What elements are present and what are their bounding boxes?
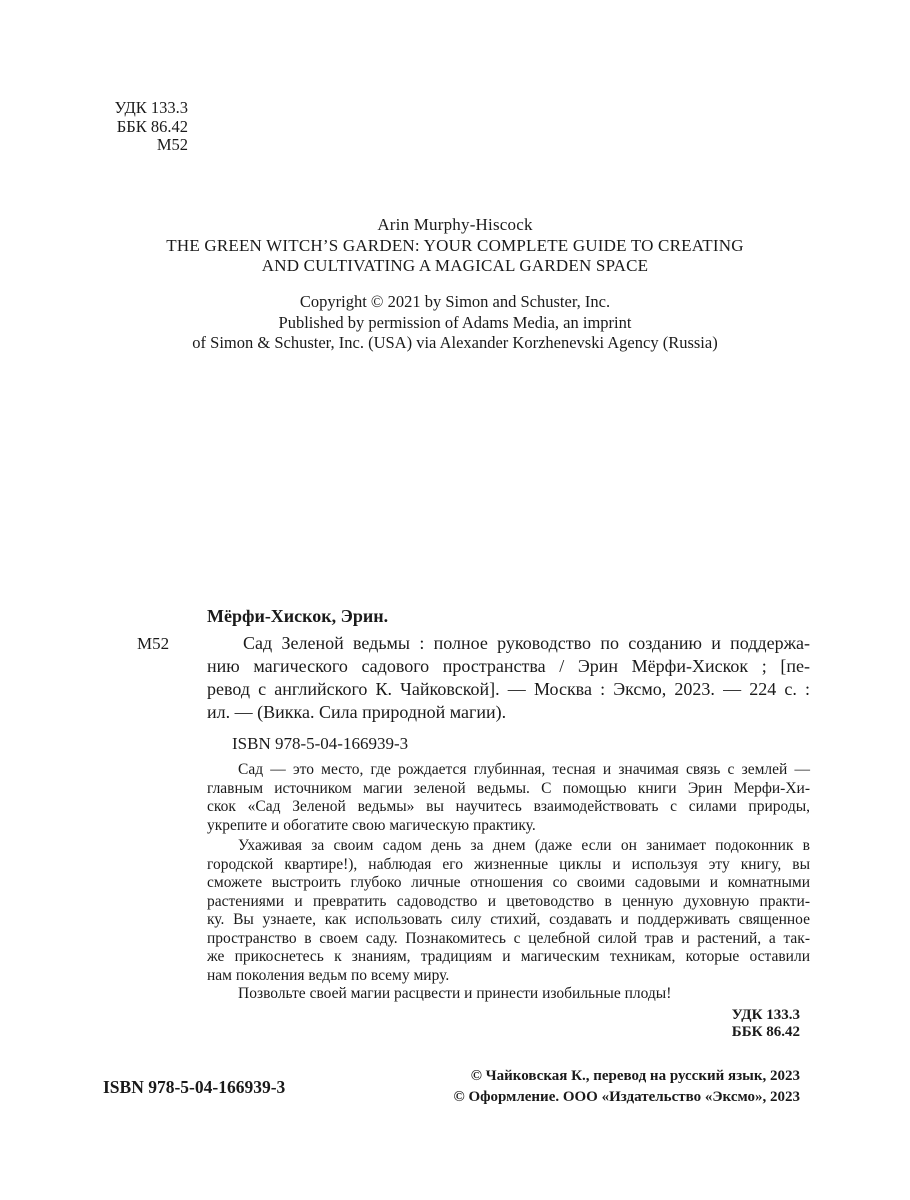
original-edition-block-line: AND CULTIVATING A MAGICAL GARDEN SPACE xyxy=(261,256,649,275)
annotation-paragraph-2-line: же прикоснетесь к знаниям, традициям и магическим техникам, которые оставили xyxy=(207,948,810,965)
top-codes-block xyxy=(98,99,188,155)
bbk-code: ББК 86.42 xyxy=(116,116,188,136)
copyright-credits-block-line: © Чайковская К., перевод на русский язык, 2023 xyxy=(470,1068,800,1084)
annotation-paragraph-2-line: растениями и превратить садоводство и цветоводство в ценную духовную практи- xyxy=(207,892,810,910)
annotation-paragraph-1-line: Сад — это место, где рождается глубинная, тесная и значимая связь с землей — xyxy=(238,761,810,778)
catalog-entry-line: нию магического садового пространства / Эрин Мёрфи-Хискок ; [пе- xyxy=(207,656,810,676)
annotation-paragraph-2-line: пространство в своем саду. Познакомитесь с целебной силой трав и растений, а так- xyxy=(207,929,810,947)
original-edition-block-line: Arin Murphy-Hiscock xyxy=(377,215,533,234)
annotation-paragraph-2-line: нам поколения ведьм по всему миру. xyxy=(207,966,450,984)
catalog-entry-line: ревод с английского К. Чайковской]. — Москва : Эксмо, 2023. — 224 с. : xyxy=(207,679,810,699)
annotation-paragraph-1-line: скок «Сад Зеленой ведьмы» вы научитесь взаимодействовать с силами природы, xyxy=(207,798,810,815)
original-edition-block-line: THE GREEN WITCH’S GARDEN: YOUR COMPLETE GUIDE TO CREATING xyxy=(166,235,744,255)
footer-isbn: ISBN 978-5-04-166939-3 xyxy=(103,1077,286,1097)
original-edition-block xyxy=(0,215,910,277)
catalog-author-heading: Мёрфи-Хискок, Эрин. xyxy=(207,606,389,626)
margin-author-sign: М52 xyxy=(137,634,170,653)
bottom-codes-block xyxy=(207,1007,810,1042)
catalog-entry-line: ил. — (Викка. Сила природной магии). xyxy=(207,702,507,722)
udk-code-bottom: УДК 133.3 xyxy=(731,1006,800,1023)
copyright-credits-block xyxy=(454,1066,801,1107)
copyright-permission-block-line: Published by permission of Adams Media, an imprint xyxy=(278,312,632,332)
annotation-paragraph-2-line: ку. Вы узнаете, как использовать силу стихий, создавать и поддерживать священное xyxy=(207,911,810,928)
copyright-permission-block xyxy=(0,292,910,354)
author-sign-code: М52 xyxy=(156,135,188,154)
annotation-paragraph-2 xyxy=(207,837,810,985)
udk-code: УДК 133.3 xyxy=(114,98,188,117)
catalog-entry xyxy=(207,632,810,724)
annotation-paragraph-1-line: главным источником магии зеленой ведьмы. С помощью книги Эрин Мерфи-Хи- xyxy=(207,779,810,797)
catalog-entry-line: Сад Зеленой ведьмы : полное руководство по созданию и поддержа- xyxy=(243,633,810,653)
copyright-permission-block-line: of Simon & Schuster, Inc. (USA) via Alexander Korzhenevski Agency (Russia) xyxy=(192,333,718,352)
annotation-paragraph-1-line: укрепите и обогатите свою магическую практику. xyxy=(207,816,536,834)
catalog-card xyxy=(137,604,810,1042)
bbk-code-bottom: ББК 86.42 xyxy=(731,1024,800,1040)
annotation-paragraph-2-line: сможете выстроить глубоко личные отношения со своими садовыми и комнатными xyxy=(207,874,810,891)
catalog-isbn: ISBN 978-5-04-166939-3 xyxy=(232,734,409,753)
annotation-paragraph-2-line: городской квартире!), наблюдая его жизненные циклы и используя эту книгу, вы xyxy=(207,855,810,873)
annotation-closing-line: Позвольте своей магии расцвести и принести изобильные плоды! xyxy=(238,985,672,1002)
annotation-paragraph-1 xyxy=(207,761,810,835)
copyright-credits-block-line: © Оформление. ООО «Издательство «Эксмо», 2023 xyxy=(453,1088,800,1105)
copyright-permission-block-line: Copyright © 2021 by Simon and Schuster, Inc. xyxy=(299,292,611,311)
annotation-paragraph-2-line: Ухаживая за своим садом день за днем (даже если он занимает подоконник в xyxy=(238,837,810,854)
